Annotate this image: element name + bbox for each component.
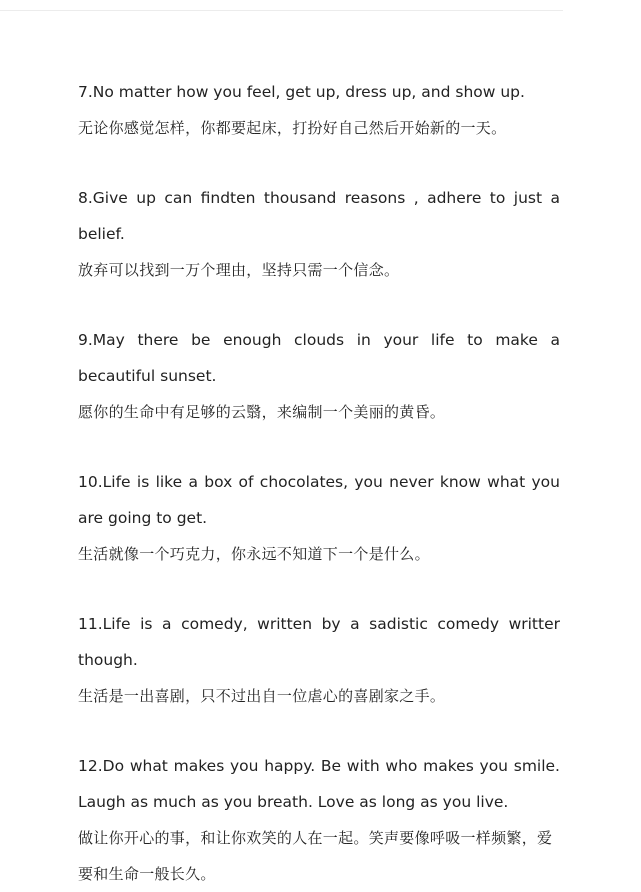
quote-english: 8.Give up can findten thousand reasons , adhere to just a belief. xyxy=(78,189,560,243)
quote-item xyxy=(78,464,560,572)
quote-chinese: 生活是一出喜剧，只不过出自一位虐心的喜剧家之手。 xyxy=(78,687,446,705)
quote-chinese: 做让你开心的事，和让你欢笑的人在一起。笑声要像呼吸一样频繁，爱要和生命一般长久。 xyxy=(78,829,553,883)
quote-chinese: 愿你的生命中有足够的云翳，来编制一个美丽的黄昏。 xyxy=(78,403,446,421)
quote-english: 10.Life is like a box of chocolates, you never know what you are going to get. xyxy=(78,473,560,527)
quote-item xyxy=(78,606,560,714)
quote-item xyxy=(78,74,560,146)
quote-item xyxy=(78,180,560,288)
quote-english: 11.Life is a comedy, written by a sadistic comedy writter though. xyxy=(78,615,560,669)
quote-chinese: 放弃可以找到一万个理由，坚持只需一个信念。 xyxy=(78,261,400,279)
quote-item xyxy=(78,748,560,892)
quote-english: 12.Do what makes you happy. Be with who makes you smile. Laugh as much as you breath. Love as long as you live. xyxy=(78,757,560,811)
quote-english: 9.May there be enough clouds in your life to make a becautiful sunset. xyxy=(78,331,560,385)
quote-english: 7.No matter how you feel, get up, dress up, and show up. xyxy=(78,83,525,101)
quote-chinese: 无论你感觉怎样，你都要起床，打扮好自己然后开始新的一天。 xyxy=(78,119,507,137)
quote-chinese: 生活就像一个巧克力，你永远不知道下一个是什么。 xyxy=(78,545,430,563)
quote-item xyxy=(78,322,560,430)
quote-list xyxy=(78,74,560,892)
top-divider xyxy=(0,10,563,11)
